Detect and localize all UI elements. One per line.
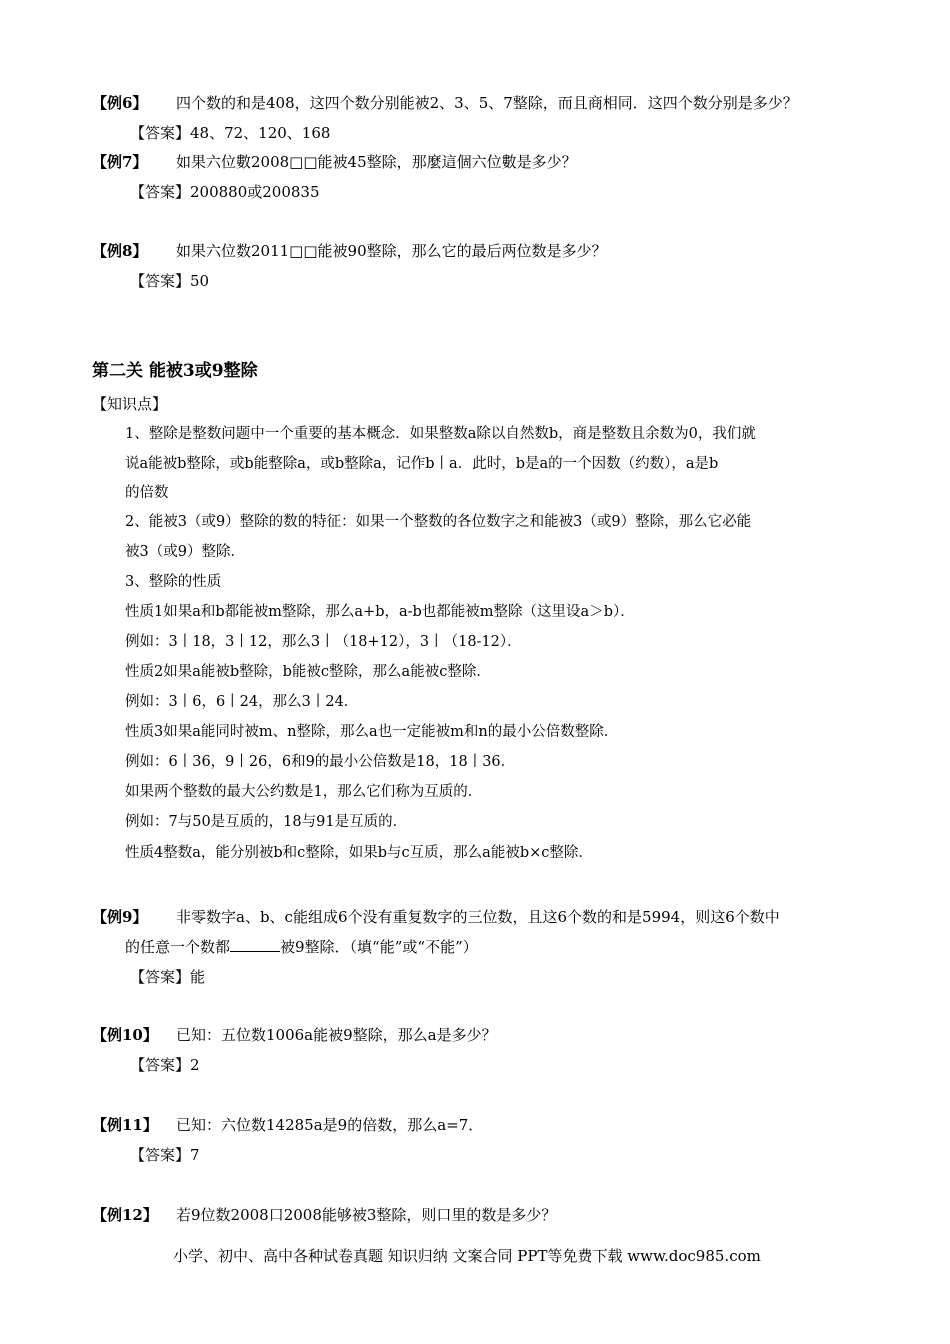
knowledge-line: 2、能被3（或9）整除的数的特征：如果一个整数的各位数字之和能被3（或9）整除，那么它必能 bbox=[125, 514, 752, 530]
example-9-question-line1: 非零数字a、b、c能组成6个没有重复数字的三位数，且这6个数的和是5994，则这6个数中 bbox=[176, 908, 780, 926]
knowledge-line: 例如：3丨18，3丨12，那么3丨（18+12），3丨（18-12）． bbox=[125, 634, 522, 650]
knowledge-line: 性质1如果a和b都能被m整除，那么a+b，a-b也都能被m整除（这里设a＞b）． bbox=[125, 604, 635, 620]
example-8-answer: 【答案】50 bbox=[130, 272, 210, 290]
example-6-answer: 【答案】48、72、120、168 bbox=[130, 124, 331, 142]
example-9-answer: 【答案】能 bbox=[130, 968, 206, 986]
example-9-question-part-b: 被9整除．（填“能”或“不能”） bbox=[280, 938, 478, 956]
knowledge-line: 性质4整数a，能分别被b和c整除，如果b与c互质，那么a能被b×c整除． bbox=[125, 845, 593, 861]
example-6-question: 四个数的和是408，这四个数分别能被2、3、5、7整除，而且商相同．这四个数分别是多少？ bbox=[176, 94, 798, 112]
example-10-question: 已知：五位数1006a能被9整除，那么a是多少？ bbox=[176, 1026, 497, 1044]
example-12-tag: 【例12】 bbox=[92, 1206, 158, 1224]
example-7-question: 如果六位數2008□□能被45整除，那麼這個六位數是多少？ bbox=[176, 153, 577, 171]
knowledge-line: 被3（或9）整除． bbox=[125, 544, 245, 560]
example-9-tag: 【例9】 bbox=[92, 908, 148, 926]
example-9-question-line2 bbox=[125, 937, 478, 957]
knowledge-line: 性质3如果a能同时被m、n整除，那么a也一定能被m和n的最小公倍数整除． bbox=[125, 724, 619, 740]
example-11-answer: 【答案】7 bbox=[130, 1146, 200, 1164]
knowledge-line: 性质2如果a能被b整除，b能被c整除，那么a能被c整除． bbox=[125, 664, 491, 680]
knowledge-line: 如果两个整数的最大公约数是1，那么它们称为互质的． bbox=[125, 784, 483, 800]
knowledge-line: 例如：3丨6，6丨24，那么3丨24． bbox=[125, 694, 359, 710]
knowledge-line: 3、整除的性质 bbox=[125, 574, 222, 590]
example-10-tag: 【例10】 bbox=[92, 1026, 158, 1044]
example-10-answer: 【答案】2 bbox=[130, 1056, 200, 1074]
answer-blank bbox=[230, 937, 280, 952]
knowledge-line: 的倍数 bbox=[125, 485, 169, 501]
example-11-tag: 【例11】 bbox=[92, 1116, 158, 1134]
example-12-question: 若9位数2008口2008能够被3整除，则口里的数是多少？ bbox=[176, 1206, 557, 1224]
example-6-tag: 【例6】 bbox=[92, 94, 148, 112]
page-footer: 小学、初中、高中各种试卷真题 知识归纳 文案合同 PPT等免费下载 www.doc985.com bbox=[173, 1247, 761, 1265]
section-title: 第二关 能被3或9整除 bbox=[92, 361, 258, 381]
example-9-question-part-a: 的任意一个数都 bbox=[125, 938, 231, 956]
knowledge-line: 1、整除是整数问题中一个重要的基本概念．如果整数a除以自然数b，商是整数且余数为0，我们就 bbox=[125, 426, 756, 442]
example-8-tag: 【例8】 bbox=[92, 242, 148, 260]
example-11-question: 已知：六位数14285a是9的倍数，那么a=7． bbox=[176, 1116, 484, 1134]
knowledge-line: 说a能被b整除，或b能整除a，或b整除a，记作b丨a．此时，b是a的一个因数（约数），a是b bbox=[125, 456, 719, 472]
example-7-answer: 【答案】200880或200835 bbox=[130, 183, 320, 201]
example-8-question: 如果六位数2011□□能被90整除，那么它的最后两位数是多少？ bbox=[176, 242, 607, 260]
knowledge-line: 例如：7与50是互质的，18与91是互质的． bbox=[125, 814, 408, 830]
knowledge-label: 【知识点】 bbox=[92, 395, 168, 413]
knowledge-line: 例如：6丨36，9丨26，6和9的最小公倍数是18，18丨36． bbox=[125, 754, 516, 770]
example-7-tag: 【例7】 bbox=[92, 153, 148, 171]
